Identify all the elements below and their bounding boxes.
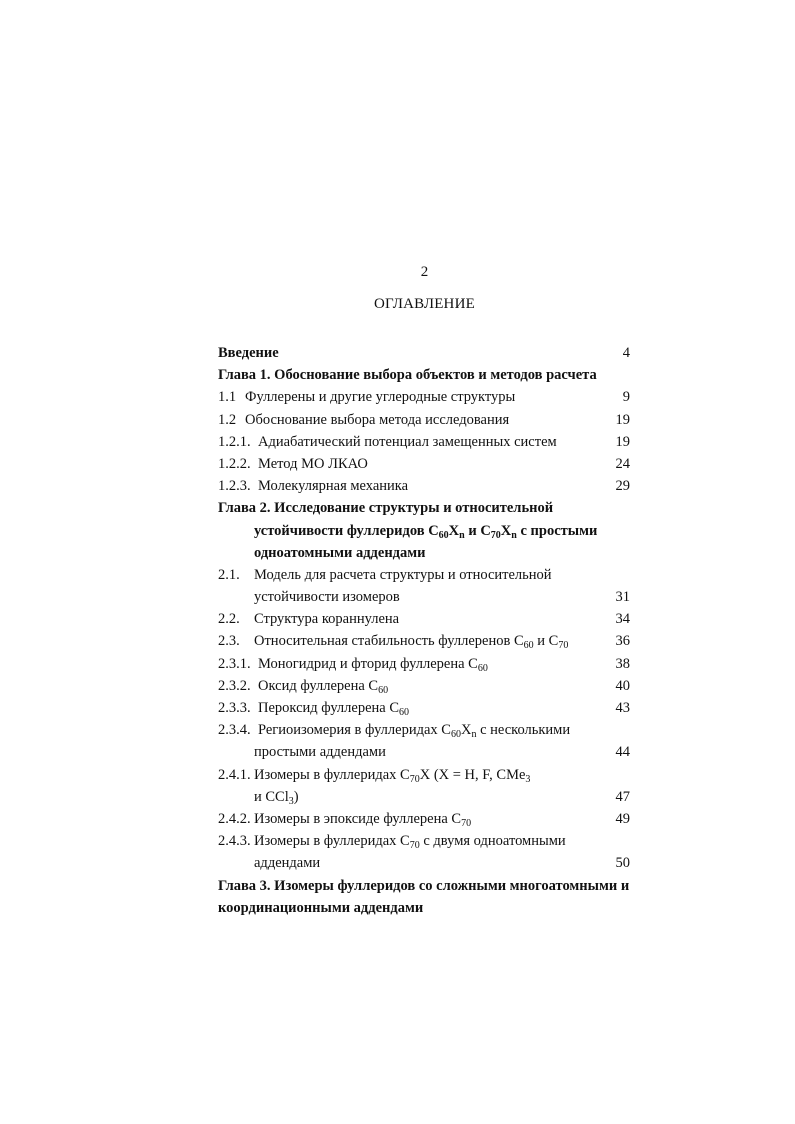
toc-text-part: Оксид фуллерена C [258, 677, 379, 694]
toc-entry-2-4-2 [218, 808, 630, 830]
toc-entry-1-1 [218, 386, 630, 408]
toc-entry-text: Обоснование выбора метода исследования [245, 411, 510, 428]
toc-subscript: 60 [477, 662, 488, 674]
toc-subscript: 70 [558, 640, 569, 652]
toc-entry-text: Метод МО ЛКАО [258, 455, 368, 472]
toc-section-number: 2.4.3. [218, 833, 251, 850]
toc-section-number: 1.2.2. [218, 455, 251, 472]
toc-page-number: 49 [615, 810, 630, 827]
toc-chapter-2 [218, 497, 630, 519]
toc-text-part: устойчивости фуллеридов C [254, 522, 439, 539]
toc-entry-text: устойчивости изомеров [254, 589, 400, 606]
toc-chapter-1 [218, 364, 630, 386]
toc-subscript: 60 [523, 640, 534, 652]
toc-section-number: 2.1. [218, 566, 240, 583]
toc-subscript: n [471, 729, 477, 741]
toc-entry-text: Глава 2. Исследование структуры и относительной [218, 500, 554, 517]
toc-entry-text: координационными аддендами [218, 899, 424, 916]
toc-section-number: 2.4.2. [218, 810, 251, 827]
toc-page-number: 19 [615, 411, 630, 428]
toc-section-number: 1.2 [218, 411, 237, 428]
toc-subscript: 70 [409, 840, 420, 852]
toc-section-number: 2.3.1. [218, 655, 251, 672]
toc-page-number: 34 [615, 611, 630, 628]
toc-entry-2-3-4 [218, 719, 630, 741]
toc-text-part: одноатомными аддендами [254, 544, 426, 561]
toc-page-number: 31 [615, 589, 630, 606]
toc-entry-2-3-2 [218, 675, 630, 697]
toc-entry-text: Адиабатический потенциал замещенных систем [258, 433, 557, 450]
toc-entry-2-1 [218, 564, 630, 586]
toc-text-part: Изомеры в фуллеридах C [254, 833, 410, 850]
toc-entry-2-2 [218, 608, 630, 630]
toc-entry-text: Глава 3. Изомеры фуллеридов со сложными многоатомными и [218, 877, 630, 894]
toc-page-number: 19 [615, 433, 630, 450]
toc-page-number: 47 [615, 788, 630, 805]
toc-page-number: 24 [615, 455, 630, 472]
toc-entry-text: Молекулярная механика [258, 478, 409, 495]
toc-subscript: 60 [399, 707, 410, 718]
toc-section-number: 1.2.3. [218, 478, 251, 495]
toc-subscript: 3 [525, 773, 531, 785]
toc-text-part: Изомеры в эпоксиде фуллерена C [254, 810, 462, 827]
toc-subscript: 60 [378, 684, 389, 696]
toc-section-number: 2.3. [218, 633, 240, 650]
toc-page-number: 9 [622, 389, 630, 406]
toc-chapter-2-line-2 [218, 520, 630, 542]
toc-subscript: n [511, 529, 517, 541]
page-number: 2 [420, 264, 429, 280]
toc-page-number: 43 [615, 700, 630, 716]
toc-text-part: Моногидрид и фторид фуллерена C [258, 655, 478, 672]
toc-text-part: Относительная стабильность фуллеренов C [254, 633, 524, 650]
toc-subscript: 3 [288, 795, 294, 807]
toc-subscript: 70 [461, 817, 472, 829]
table-of-contents [218, 342, 630, 919]
toc-section-number: 2.4.1. [218, 766, 251, 783]
toc-page-number: 44 [615, 744, 630, 761]
toc-entry-text: простыми аддендами [254, 744, 386, 761]
toc-entry-1-2-3 [218, 475, 630, 497]
toc-entry-2-3-4-line-2 [218, 741, 630, 763]
toc-text-part: Изомеры в фуллеридах C [254, 766, 410, 783]
toc-entry-2-1-line-2 [218, 586, 630, 608]
page-title: ОГЛАВЛЕНИЕ [374, 296, 475, 312]
toc-entry-text: Глава 1. Обоснование выбора объектов и методов расчета [218, 367, 597, 384]
toc-subscript: 70 [490, 529, 501, 541]
toc-text-part: X (X = H, F, CMe [419, 766, 526, 783]
toc-text-part: Пероксид фуллерена C [258, 700, 400, 716]
toc-text-part: X [460, 722, 472, 739]
toc-text-part: X [500, 522, 512, 539]
toc-text-part: и CCl [254, 788, 289, 805]
toc-chapter-3-line-2 [218, 897, 630, 919]
toc-entry-2-4-1 [218, 764, 630, 786]
toc-entry-text: Фуллерены и другие углеродные структуры [245, 389, 516, 406]
toc-text-part: с двумя одноатомными [419, 833, 566, 850]
toc-entry-text: аддендами [254, 855, 321, 872]
toc-subscript: 70 [409, 773, 420, 785]
toc-text-part: с простыми [516, 522, 598, 539]
toc-entry-1-2 [218, 409, 630, 431]
toc-section-number: 2.3.2. [218, 677, 251, 694]
toc-entry-2-4-3-line-2 [218, 852, 630, 874]
toc-text-part: с несколькими [476, 722, 571, 739]
toc-text-part: Региоизомерия в фуллеридах C [258, 722, 451, 739]
toc-chapter-2-line-3 [218, 542, 630, 564]
toc-chapter-3 [218, 875, 630, 897]
toc-entry-text: Введение [218, 345, 279, 361]
toc-page-number: 40 [615, 677, 630, 694]
toc-section-number: 2.2. [218, 611, 240, 628]
toc-page-number: 29 [615, 478, 630, 495]
toc-entry-text: Модель для расчета структуры и относительной [254, 566, 552, 583]
toc-entry-intro [218, 342, 630, 364]
toc-section-number: 1.2.1. [218, 433, 251, 450]
toc-entry-2-3 [218, 630, 630, 652]
toc-text-part: и C [533, 633, 559, 650]
toc-page-number: 36 [615, 633, 630, 650]
toc-entry-2-4-1-line-2 [218, 786, 630, 808]
toc-entry-text: Структура кораннулена [254, 611, 400, 628]
toc-subscript: 60 [450, 729, 461, 741]
toc-text-part: ) [293, 788, 299, 805]
toc-page-number: 38 [615, 655, 630, 672]
toc-section-number: 1.1 [218, 389, 237, 406]
toc-subscript: n [459, 529, 465, 541]
toc-entry-1-2-2 [218, 453, 630, 475]
toc-page-number: 50 [615, 855, 630, 872]
toc-entry-2-3-1 [218, 653, 630, 675]
toc-page-number: 4 [622, 345, 630, 361]
toc-entry-2-3-3 [218, 697, 630, 719]
toc-text-part: и C [464, 522, 491, 539]
toc-section-number: 2.3.4. [218, 722, 251, 739]
toc-entry-2-4-3 [218, 830, 630, 852]
toc-section-number: 2.3.3. [218, 700, 251, 716]
toc-subscript: 60 [438, 529, 449, 541]
toc-text-part: X [448, 522, 460, 539]
toc-entry-1-2-1 [218, 431, 630, 453]
